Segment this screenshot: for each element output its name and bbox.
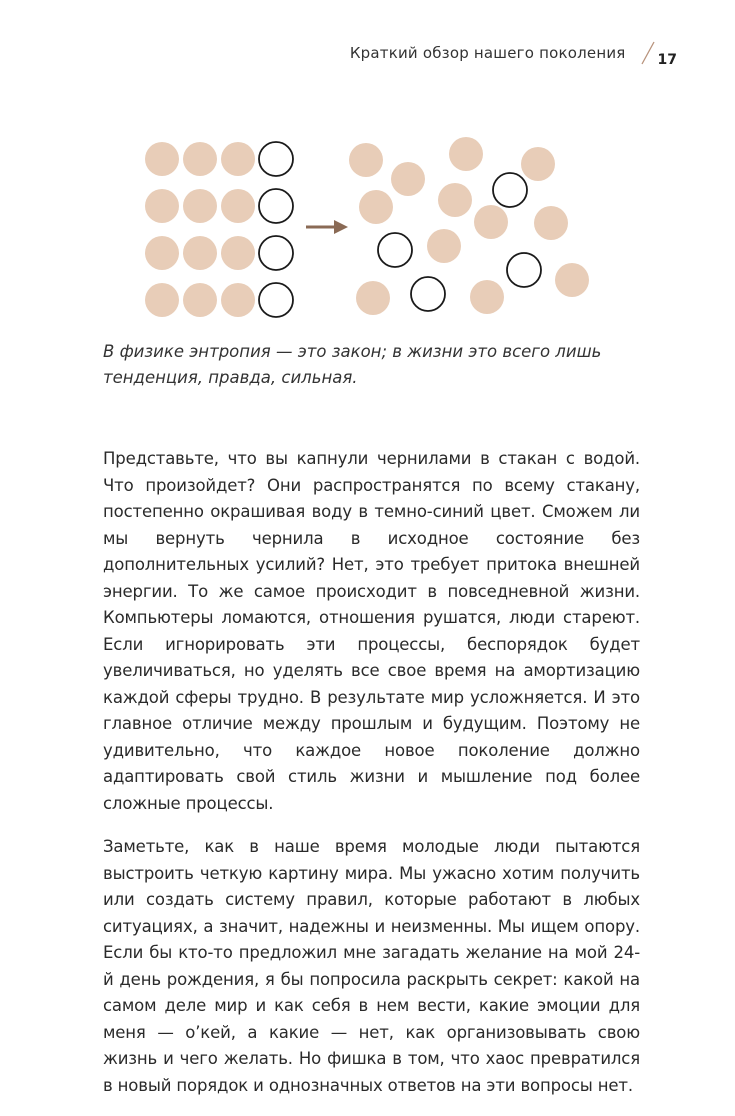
scattered-empty-circle xyxy=(493,173,527,207)
scattered-filled-circle xyxy=(449,137,483,171)
ordered-filled-circle xyxy=(183,236,217,270)
scattered-cloud xyxy=(349,137,589,315)
scattered-filled-circle xyxy=(427,229,461,263)
body-text xyxy=(103,446,640,1116)
ordered-empty-circle xyxy=(259,189,293,223)
scattered-empty-circle xyxy=(411,277,445,311)
figure-caption: В физике энтропия — это закон; в жизни это всего лишь тенденция, правда, сильная. xyxy=(103,342,602,387)
ordered-filled-circle xyxy=(145,189,179,223)
ordered-filled-circle xyxy=(221,236,255,270)
slash-divider-icon xyxy=(634,38,658,68)
ordered-filled-circle xyxy=(221,142,255,176)
ordered-filled-circle xyxy=(183,142,217,176)
scattered-filled-circle xyxy=(359,190,393,224)
scattered-filled-circle xyxy=(555,263,589,297)
ordered-grid xyxy=(145,142,293,317)
ordered-empty-circle xyxy=(259,283,293,317)
entropy-figure xyxy=(140,132,600,322)
ordered-filled-circle xyxy=(183,189,217,223)
ordered-filled-circle xyxy=(221,283,255,317)
scattered-filled-circle xyxy=(438,183,472,217)
scattered-filled-circle xyxy=(470,280,504,314)
scattered-filled-circle xyxy=(534,206,568,240)
running-head xyxy=(350,38,677,68)
page-number: 17 xyxy=(657,52,677,68)
scattered-filled-circle xyxy=(349,143,383,177)
paragraph-2: Заметьте, как в наше время молодые люди пытаются выстроить четкую картину мира. Мы ужасно хотим получить или создать систему правил, которые работают в любых ситуациях, а значит, надежны и неизменны. Мы ищем опору. Если бы кто-то предложил мне загадать желание на мой 24-й день рождения, я бы попросила раскрыть секрет: какой на самом деле мир и как себя в нем вести, какие эмоции для меня — о’кей, а какие — нет, как организовывать свою жизнь и чего желать. Но фишка в том, что хаос превратился в новый порядок и однозначных ответов на эти вопросы нет. xyxy=(103,837,640,1095)
scattered-empty-circle xyxy=(378,233,412,267)
running-title: Краткий обзор нашего поколения xyxy=(349,44,626,62)
scattered-filled-circle xyxy=(521,147,555,181)
paragraph-1: Представьте, что вы капнули чернилами в стакан с водой. Что произойдет? Они распространятся по всему стакану, постепенно окрашивая воду в темно-синий цвет. Сможем ли мы вернуть чернила в исходное состояние без дополнительных усилий? Нет, это требует притока внешней энергии. То же самое происходит в повседневной жизни. Компьютеры ломаются, отношения рушатся, люди стареют. Если игнорировать эти процессы, беспорядок будет увеличиваться, но уделять все свое время на амортизацию каждой сферы трудно. В результате мир усложняется. И это главное отличие между прошлым и будущим. Поэтому не удивительно, что каждое новое поколение должно адаптировать свой стиль жизни и мышление под более сложные процессы. xyxy=(103,449,640,813)
transition-arrow-icon xyxy=(306,220,348,234)
ordered-empty-circle xyxy=(259,142,293,176)
ordered-filled-circle xyxy=(145,236,179,270)
scattered-empty-circle xyxy=(507,253,541,287)
ordered-filled-circle xyxy=(145,283,179,317)
ordered-filled-circle xyxy=(145,142,179,176)
entropy-diagram-svg xyxy=(140,132,600,322)
scattered-filled-circle xyxy=(474,205,508,239)
ordered-filled-circle xyxy=(221,189,255,223)
scattered-filled-circle xyxy=(356,281,390,315)
ordered-filled-circle xyxy=(183,283,217,317)
scattered-filled-circle xyxy=(391,162,425,196)
ordered-empty-circle xyxy=(259,236,293,270)
